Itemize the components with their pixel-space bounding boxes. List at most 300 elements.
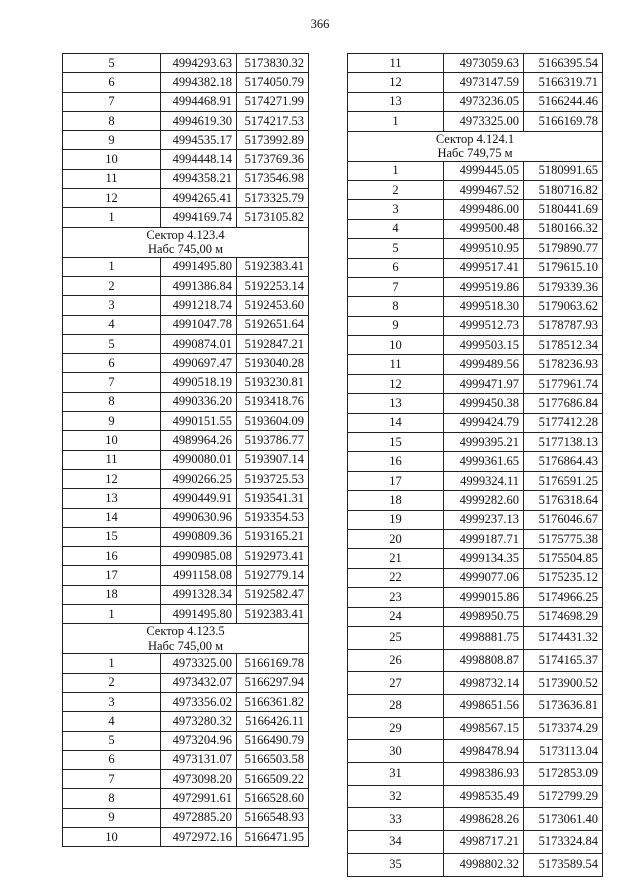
y-coordinate-cell: 5192847.21 [237, 334, 309, 353]
point-number-cell: 10 [63, 431, 161, 450]
point-number-cell: 27 [348, 672, 444, 695]
table-row [348, 785, 603, 808]
y-coordinate-cell: 5178787.93 [524, 316, 603, 335]
x-coordinate-cell: 4999395.21 [444, 433, 524, 452]
y-coordinate-cell: 5178236.93 [524, 355, 603, 374]
y-coordinate-cell: 5192383.41 [237, 257, 309, 276]
y-coordinate-cell: 5177686.84 [524, 394, 603, 413]
y-coordinate-cell: 5192779.14 [237, 566, 309, 585]
y-coordinate-cell: 5180441.69 [524, 200, 603, 219]
y-coordinate-cell: 5193165.21 [237, 527, 309, 546]
point-number-cell: 8 [63, 111, 161, 130]
x-coordinate-cell: 4998881.75 [444, 626, 524, 649]
y-coordinate-cell: 5179063.62 [524, 297, 603, 316]
table-row [63, 469, 309, 488]
table-row [348, 568, 603, 587]
x-coordinate-cell: 4972991.61 [161, 789, 237, 808]
y-coordinate-cell: 5193418.76 [237, 392, 309, 411]
point-number-cell: 10 [348, 336, 444, 355]
y-coordinate-cell: 5173992.89 [237, 131, 309, 150]
table-row [63, 527, 309, 546]
x-coordinate-cell: 4999510.95 [444, 239, 524, 258]
table-row [348, 491, 603, 510]
x-coordinate-cell: 4991158.08 [161, 566, 237, 585]
table-row [63, 450, 309, 469]
point-number-cell: 6 [63, 354, 161, 373]
point-number-cell: 2 [63, 276, 161, 295]
y-coordinate-cell: 5166319.71 [524, 73, 603, 92]
x-coordinate-cell: 4994468.91 [161, 92, 237, 111]
table-row [348, 831, 603, 854]
y-coordinate-cell: 5180166.32 [524, 219, 603, 238]
point-number-cell: 12 [63, 189, 161, 208]
table-row [63, 489, 309, 508]
point-number-cell: 3 [63, 296, 161, 315]
x-coordinate-cell: 4999282.60 [444, 491, 524, 510]
x-coordinate-cell: 4994619.30 [161, 111, 237, 130]
point-number-cell: 8 [63, 392, 161, 411]
y-coordinate-cell: 5173830.32 [237, 54, 309, 73]
section-header [63, 227, 309, 257]
table-row [348, 277, 603, 296]
coordinates-table-right [347, 53, 603, 877]
y-coordinate-cell: 5179890.77 [524, 239, 603, 258]
point-number-cell: 6 [63, 73, 161, 92]
table-row [348, 161, 603, 180]
table-row [63, 189, 309, 208]
table-row [348, 529, 603, 548]
point-number-cell: 8 [63, 789, 161, 808]
table-row [63, 315, 309, 334]
point-number-cell: 2 [63, 673, 161, 692]
table-row [348, 180, 603, 199]
table-row [63, 334, 309, 353]
table-row [63, 111, 309, 130]
y-coordinate-cell: 5179339.36 [524, 277, 603, 296]
table-row [348, 549, 603, 568]
x-coordinate-cell: 4999518.30 [444, 297, 524, 316]
y-coordinate-cell: 5193604.09 [237, 412, 309, 431]
point-number-cell: 17 [63, 566, 161, 585]
x-coordinate-cell: 4994169.74 [161, 208, 237, 227]
y-coordinate-cell: 5173061.40 [524, 808, 603, 831]
table-row [63, 712, 309, 731]
table-row [63, 673, 309, 692]
point-number-cell: 14 [348, 413, 444, 432]
point-number-cell: 5 [63, 334, 161, 353]
table-row [348, 219, 603, 238]
point-number-cell: 19 [348, 510, 444, 529]
table-row [348, 73, 603, 92]
table-row [63, 566, 309, 585]
y-coordinate-cell: 5166426.11 [237, 712, 309, 731]
point-number-cell: 35 [348, 853, 444, 876]
x-coordinate-cell: 4998950.75 [444, 607, 524, 626]
table-row [63, 373, 309, 392]
y-coordinate-cell: 5175504.85 [524, 549, 603, 568]
x-coordinate-cell: 4999134.35 [444, 549, 524, 568]
x-coordinate-cell: 4990518.19 [161, 373, 237, 392]
point-number-cell: 34 [348, 831, 444, 854]
table-row [63, 92, 309, 111]
x-coordinate-cell: 4972972.16 [161, 827, 237, 846]
point-number-cell: 7 [63, 770, 161, 789]
y-coordinate-cell: 5174165.37 [524, 649, 603, 672]
y-coordinate-cell: 5166169.78 [524, 112, 603, 131]
table-row [63, 354, 309, 373]
y-coordinate-cell: 5166528.60 [237, 789, 309, 808]
point-number-cell: 25 [348, 626, 444, 649]
y-coordinate-cell: 5166503.58 [237, 750, 309, 769]
point-number-cell: 11 [63, 450, 161, 469]
point-number-cell: 24 [348, 607, 444, 626]
x-coordinate-cell: 4994448.14 [161, 150, 237, 169]
x-coordinate-cell: 4999237.13 [444, 510, 524, 529]
point-number-cell: 11 [348, 54, 444, 73]
x-coordinate-cell: 4973204.96 [161, 731, 237, 750]
point-number-cell: 31 [348, 763, 444, 786]
y-coordinate-cell: 5174050.79 [237, 73, 309, 92]
y-coordinate-cell: 5174431.32 [524, 626, 603, 649]
point-number-cell: 1 [348, 112, 444, 131]
x-coordinate-cell: 4994293.63 [161, 54, 237, 73]
point-number-cell: 13 [348, 394, 444, 413]
point-number-cell: 4 [348, 219, 444, 238]
x-coordinate-cell: 4999445.05 [444, 161, 524, 180]
y-coordinate-cell: 5173374.29 [524, 717, 603, 740]
table-row [63, 169, 309, 188]
x-coordinate-cell: 4999503.15 [444, 336, 524, 355]
point-number-cell: 12 [63, 469, 161, 488]
table-row [63, 73, 309, 92]
x-coordinate-cell: 4991495.80 [161, 605, 237, 624]
point-number-cell: 14 [63, 508, 161, 527]
y-coordinate-cell: 5173324.84 [524, 831, 603, 854]
table-row [348, 92, 603, 111]
table-row [63, 257, 309, 276]
x-coordinate-cell: 4999015.86 [444, 588, 524, 607]
x-coordinate-cell: 4998478.94 [444, 740, 524, 763]
point-number-cell: 9 [63, 808, 161, 827]
section-header [348, 131, 603, 161]
y-coordinate-cell: 5180716.82 [524, 180, 603, 199]
y-coordinate-cell: 5193725.53 [237, 469, 309, 488]
table-row [348, 355, 603, 374]
y-coordinate-cell: 5166548.93 [237, 808, 309, 827]
x-coordinate-cell: 4990080.01 [161, 450, 237, 469]
point-number-cell: 18 [63, 585, 161, 604]
section-header-row [348, 131, 603, 161]
x-coordinate-cell: 4990985.08 [161, 547, 237, 566]
section-title: Сектор 4.124.1 [435, 131, 515, 146]
y-coordinate-cell: 5166490.79 [237, 731, 309, 750]
y-coordinate-cell: 5173900.52 [524, 672, 603, 695]
x-coordinate-cell: 4999324.11 [444, 471, 524, 490]
section-header [63, 624, 309, 654]
table-row [348, 588, 603, 607]
point-number-cell: 26 [348, 649, 444, 672]
point-number-cell: 3 [63, 692, 161, 711]
table-row [348, 258, 603, 277]
table-row [348, 374, 603, 393]
table-row [63, 654, 309, 673]
section-title: Сектор 4.123.5 [146, 624, 225, 639]
x-coordinate-cell: 4973325.00 [161, 654, 237, 673]
table-row [348, 510, 603, 529]
point-number-cell: 11 [348, 355, 444, 374]
table-row [348, 452, 603, 471]
table-row [348, 112, 603, 131]
x-coordinate-cell: 4999471.97 [444, 374, 524, 393]
table-row [348, 607, 603, 626]
point-number-cell: 15 [63, 527, 161, 546]
y-coordinate-cell: 5173769.36 [237, 150, 309, 169]
table-row [348, 297, 603, 316]
x-coordinate-cell: 4998717.21 [444, 831, 524, 854]
y-coordinate-cell: 5180991.65 [524, 161, 603, 180]
y-coordinate-cell: 5192651.64 [237, 315, 309, 334]
table-row [63, 131, 309, 150]
x-coordinate-cell: 4998808.87 [444, 649, 524, 672]
point-number-cell: 13 [348, 92, 444, 111]
point-number-cell: 4 [63, 315, 161, 334]
point-number-cell: 5 [63, 54, 161, 73]
table-row [348, 336, 603, 355]
x-coordinate-cell: 4990809.36 [161, 527, 237, 546]
point-number-cell: 4 [63, 712, 161, 731]
point-number-cell: 22 [348, 568, 444, 587]
y-coordinate-cell: 5174698.29 [524, 607, 603, 626]
table-row [63, 150, 309, 169]
table-row [63, 692, 309, 711]
table-row [348, 763, 603, 786]
y-coordinate-cell: 5172853.09 [524, 763, 603, 786]
point-number-cell: 5 [348, 239, 444, 258]
point-number-cell: 33 [348, 808, 444, 831]
y-coordinate-cell: 5193354.53 [237, 508, 309, 527]
table-row [63, 276, 309, 295]
y-coordinate-cell: 5175775.38 [524, 529, 603, 548]
point-number-cell: 2 [348, 180, 444, 199]
y-coordinate-cell: 5166509.22 [237, 770, 309, 789]
point-number-cell: 13 [63, 489, 161, 508]
point-number-cell: 1 [63, 654, 161, 673]
point-number-cell: 15 [348, 433, 444, 452]
table-row [63, 547, 309, 566]
x-coordinate-cell: 4990874.01 [161, 334, 237, 353]
x-coordinate-cell: 4998651.56 [444, 695, 524, 718]
y-coordinate-cell: 5193786.77 [237, 431, 309, 450]
y-coordinate-cell: 5173105.82 [237, 208, 309, 227]
table-row [348, 695, 603, 718]
y-coordinate-cell: 5176046.67 [524, 510, 603, 529]
x-coordinate-cell: 4999512.73 [444, 316, 524, 335]
table-row [348, 672, 603, 695]
point-number-cell: 18 [348, 491, 444, 510]
y-coordinate-cell: 5166395.54 [524, 54, 603, 73]
y-coordinate-cell: 5175235.12 [524, 568, 603, 587]
section-altitude: Набс 745,00 м [147, 638, 224, 653]
x-coordinate-cell: 4999486.00 [444, 200, 524, 219]
x-coordinate-cell: 4991047.78 [161, 315, 237, 334]
x-coordinate-cell: 4999489.56 [444, 355, 524, 374]
y-coordinate-cell: 5166297.94 [237, 673, 309, 692]
section-altitude: Набс 749,75 м [437, 146, 513, 161]
table-row [63, 585, 309, 604]
point-number-cell: 5 [63, 731, 161, 750]
x-coordinate-cell: 4999450.38 [444, 394, 524, 413]
y-coordinate-cell: 5193907.14 [237, 450, 309, 469]
point-number-cell: 29 [348, 717, 444, 740]
table-row [348, 740, 603, 763]
point-number-cell: 9 [63, 131, 161, 150]
point-number-cell: 17 [348, 471, 444, 490]
x-coordinate-cell: 4998535.49 [444, 785, 524, 808]
table-row [348, 413, 603, 432]
y-coordinate-cell: 5177412.28 [524, 413, 603, 432]
y-coordinate-cell: 5192253.14 [237, 276, 309, 295]
point-number-cell: 7 [63, 92, 161, 111]
x-coordinate-cell: 4973147.59 [444, 73, 524, 92]
point-number-cell: 10 [63, 827, 161, 846]
x-coordinate-cell: 4998802.32 [444, 853, 524, 876]
x-coordinate-cell: 4973432.07 [161, 673, 237, 692]
table-row [348, 717, 603, 740]
point-number-cell: 11 [63, 169, 161, 188]
table-row [63, 605, 309, 624]
x-coordinate-cell: 4973356.02 [161, 692, 237, 711]
x-coordinate-cell: 4999361.65 [444, 452, 524, 471]
point-number-cell: 1 [63, 208, 161, 227]
y-coordinate-cell: 5172799.29 [524, 785, 603, 808]
x-coordinate-cell: 4999187.71 [444, 529, 524, 548]
y-coordinate-cell: 5166361.82 [237, 692, 309, 711]
x-coordinate-cell: 4973131.07 [161, 750, 237, 769]
table-row [63, 731, 309, 750]
point-number-cell: 32 [348, 785, 444, 808]
y-coordinate-cell: 5174966.25 [524, 588, 603, 607]
y-coordinate-cell: 5173636.81 [524, 695, 603, 718]
point-number-cell: 28 [348, 695, 444, 718]
point-number-cell: 3 [348, 200, 444, 219]
table-row [63, 508, 309, 527]
x-coordinate-cell: 4999467.52 [444, 180, 524, 199]
point-number-cell: 1 [63, 257, 161, 276]
point-number-cell: 12 [348, 73, 444, 92]
y-coordinate-cell: 5179615.10 [524, 258, 603, 277]
table-row [63, 431, 309, 450]
point-number-cell: 9 [63, 412, 161, 431]
x-coordinate-cell: 4990697.47 [161, 354, 237, 373]
point-number-cell: 1 [348, 161, 444, 180]
table-row [348, 471, 603, 490]
x-coordinate-cell: 4991328.34 [161, 585, 237, 604]
table-row [348, 649, 603, 672]
x-coordinate-cell: 4990449.91 [161, 489, 237, 508]
y-coordinate-cell: 5177961.74 [524, 374, 603, 393]
y-coordinate-cell: 5192582.47 [237, 585, 309, 604]
x-coordinate-cell: 4990630.96 [161, 508, 237, 527]
y-coordinate-cell: 5192453.60 [237, 296, 309, 315]
point-number-cell: 30 [348, 740, 444, 763]
table-row [348, 808, 603, 831]
y-coordinate-cell: 5192973.41 [237, 547, 309, 566]
x-coordinate-cell: 4998732.14 [444, 672, 524, 695]
point-number-cell: 9 [348, 316, 444, 335]
y-coordinate-cell: 5173546.98 [237, 169, 309, 188]
y-coordinate-cell: 5177138.13 [524, 433, 603, 452]
y-coordinate-cell: 5174217.53 [237, 111, 309, 130]
x-coordinate-cell: 4973280.32 [161, 712, 237, 731]
x-coordinate-cell: 4999517.41 [444, 258, 524, 277]
y-coordinate-cell: 5178512.34 [524, 336, 603, 355]
point-number-cell: 20 [348, 529, 444, 548]
point-number-cell: 21 [348, 549, 444, 568]
y-coordinate-cell: 5173589.54 [524, 853, 603, 876]
x-coordinate-cell: 4994535.17 [161, 131, 237, 150]
x-coordinate-cell: 4973098.20 [161, 770, 237, 789]
point-number-cell: 16 [63, 547, 161, 566]
x-coordinate-cell: 4973325.00 [444, 112, 524, 131]
table-row [63, 808, 309, 827]
table-row [63, 789, 309, 808]
y-coordinate-cell: 5173113.04 [524, 740, 603, 763]
x-coordinate-cell: 4973236.05 [444, 92, 524, 111]
table-row [63, 54, 309, 73]
x-coordinate-cell: 4990266.25 [161, 469, 237, 488]
table-row [348, 316, 603, 335]
x-coordinate-cell: 4991218.74 [161, 296, 237, 315]
y-coordinate-cell: 5174271.99 [237, 92, 309, 111]
x-coordinate-cell: 4994358.21 [161, 169, 237, 188]
y-coordinate-cell: 5193230.81 [237, 373, 309, 392]
point-number-cell: 7 [63, 373, 161, 392]
table-row [63, 208, 309, 227]
x-coordinate-cell: 4999519.86 [444, 277, 524, 296]
section-header-row [63, 624, 309, 654]
y-coordinate-cell: 5173325.79 [237, 189, 309, 208]
x-coordinate-cell: 4998628.26 [444, 808, 524, 831]
x-coordinate-cell: 4994382.18 [161, 73, 237, 92]
y-coordinate-cell: 5166471.95 [237, 827, 309, 846]
x-coordinate-cell: 4972885.20 [161, 808, 237, 827]
point-number-cell: 7 [348, 277, 444, 296]
point-number-cell: 6 [63, 750, 161, 769]
table-row [348, 54, 603, 73]
point-number-cell: 10 [63, 150, 161, 169]
table-row [63, 412, 309, 431]
y-coordinate-cell: 5166244.46 [524, 92, 603, 111]
x-coordinate-cell: 4991495.80 [161, 257, 237, 276]
table-row [348, 200, 603, 219]
y-coordinate-cell: 5166169.78 [237, 654, 309, 673]
point-number-cell: 1 [63, 605, 161, 624]
y-coordinate-cell: 5193040.28 [237, 354, 309, 373]
page-number: 366 [310, 17, 330, 31]
x-coordinate-cell: 4999424.79 [444, 413, 524, 432]
x-coordinate-cell: 4989964.26 [161, 431, 237, 450]
x-coordinate-cell: 4998386.93 [444, 763, 524, 786]
y-coordinate-cell: 5193541.31 [237, 489, 309, 508]
x-coordinate-cell: 4994265.41 [161, 189, 237, 208]
table-row [63, 296, 309, 315]
point-number-cell: 8 [348, 297, 444, 316]
table-row [348, 626, 603, 649]
y-coordinate-cell: 5176591.25 [524, 471, 603, 490]
table-row [63, 750, 309, 769]
table-row [348, 394, 603, 413]
table-row [63, 827, 309, 846]
